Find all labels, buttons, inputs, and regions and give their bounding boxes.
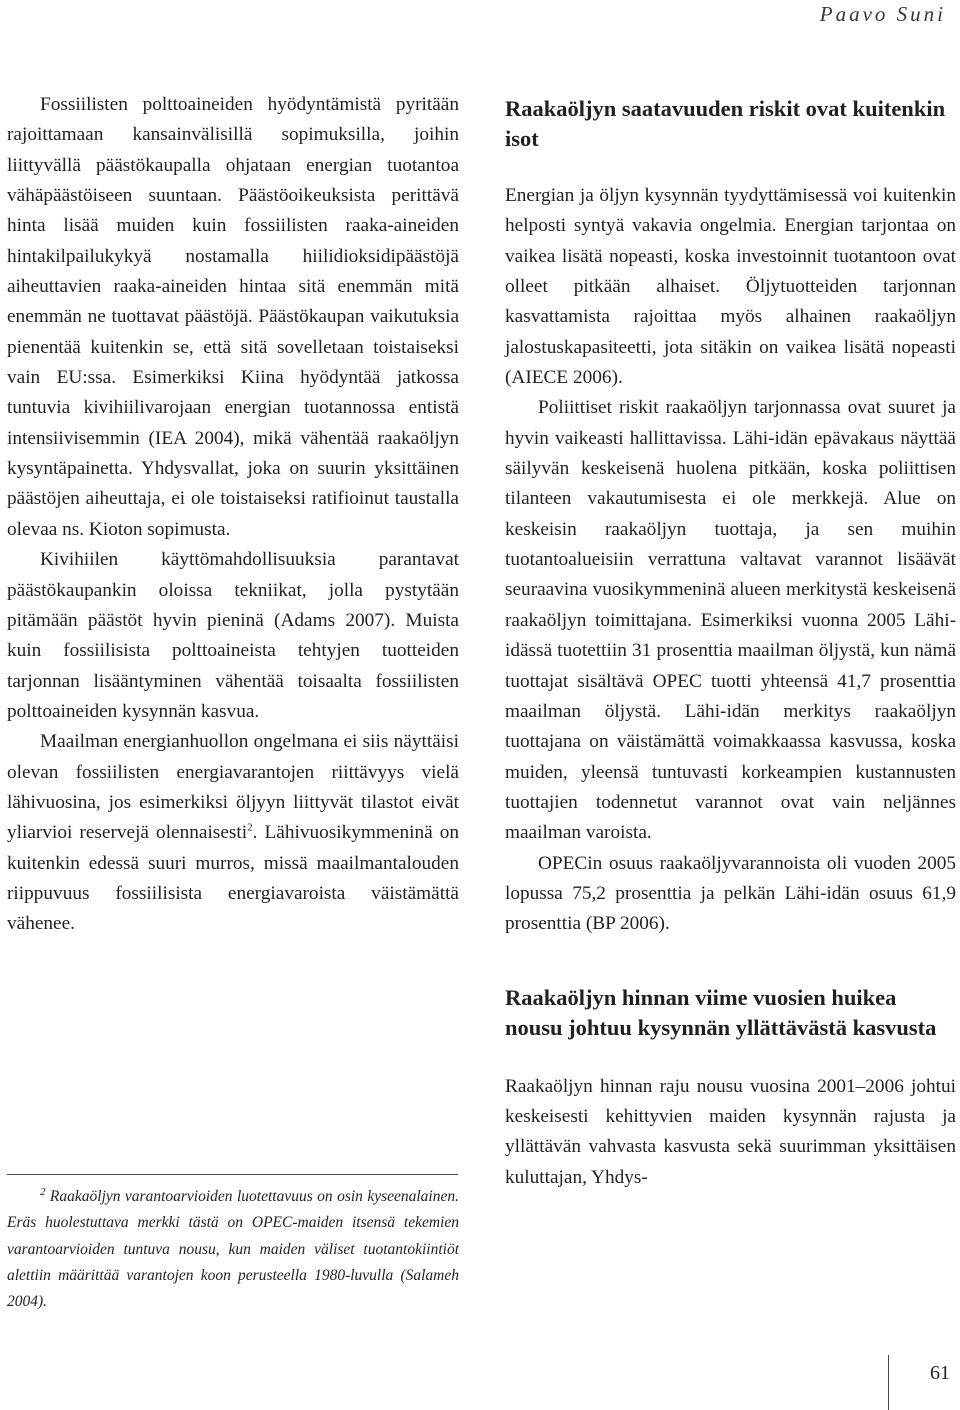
footnote-text: Raakaöljyn varantoarvioiden luotettavuus on osin kyseenalainen. Eräs huolestuttava merkki tästä on OPEC-maiden itsensä tekemien varantoarvioiden tuntuva nousu, kun maiden väliset tuotantokiintiöt alettiin määrittää varantojen koon perusteella 1980-luvulla (Salameh 2004). <box>7 1188 459 1311</box>
body-paragraph: OPECin osuus raakaöljyvarannoista oli vuoden 2005 lopussa 75,2 prosenttia ja pelkän Lähi-idän osuus 61,9 prosenttia (BP 2006). <box>505 852 956 935</box>
running-header-author: Paavo Suni <box>819 2 946 26</box>
footnote-reference[interactable]: 2 <box>247 821 253 834</box>
body-paragraph: Fossiilisten polttoaineiden hyödyntämistä pyritään rajoittamaan kansainvälisillä sopimuksilla, joihin liittyvällä päästökaupalla ohjataan energian tuotantoa vähäpäästöiseen suuntaan. Päästöoikeuksista perittävä hinta lisää muiden kuin fossiilisten raaka-aineiden hintakilpailukykyä nostamalla hiilidioksidipäästöjä aiheuttavien raaka-aineiden hintaa sitä enemmän mitä enemmän ne tuottavat päästöjä. Päästökaupan vaikutuksia pienentää kuitenkin se, että sitä sovelletaan toistaiseksi vain EU:ssa. Esimerkiksi Kiina hyödyntää jatkossa tuntuvia kivihiilivarojaan energian tuotannossa entistä intensiivisemmin (IEA 2004), mikä vähentää raakaöljyn kysyntäpainetta. Yhdysvallat, joka on suurin yksittäinen päästöjen aiheuttaja, ei ole toistaiseksi ratifioinut taustalla olevaa ns. Kioton sopimusta. <box>7 94 459 540</box>
body-paragraph: Kivihiilen käyttömahdollisuuksia parantavat päästökaupankin oloissa tekniikat, jolla pystytään pitämään päästöt hyvin pieninä (Adams 2007). Muista kuin fossiilisista polttoaineista tehtyjen tuotteiden tarjonnan lisääntyminen vähentää toisaalta fossiilisten polttoaineiden kysynnän kasvua. <box>7 549 459 722</box>
body-paragraph: Energian ja öljyn kysynnän tyydyttämisessä voi kuitenkin helposti syntyä vakavia ongelmia. Energian tarjontaa on vaikea lisätä nopeasti, koska investoinnit tuotantoon ovat olleet pitkään alhaiset. Öljytuotteiden tarjonnan kasvattamista rajoittaa myös alhainen raakaöljyn jalostuskapasiteetti, jota sitäkin on vaikea lisätä nopeasti (AIECE 2006). <box>505 185 956 389</box>
footnote <box>7 1184 459 1315</box>
body-paragraph: Raakaöljyn hinnan raju nousu vuosina 2001–2006 johtui keskeisesti kehittyvien maiden kysynnän rajusta ja yllättävän vahvasta kasvusta sekä suurimman yksittäisen kuluttajan, Yhdys- <box>505 1075 956 1188</box>
section-heading: Raakaöljyn hinnan viime vuosien huikea nousu johtuu kysynnän yllättävästä kasvusta <box>505 984 937 1040</box>
footnote-number: 2 <box>40 1185 46 1198</box>
page-number-divider <box>888 1355 889 1410</box>
left-column <box>7 90 459 940</box>
body-paragraph <box>7 727 459 939</box>
section-heading: Raakaöljyn saatavuuden riskit ovat kuitenkin isot <box>505 96 946 151</box>
footnote-divider <box>7 1174 458 1175</box>
right-column <box>505 90 956 1193</box>
page-number: 61 <box>930 1362 950 1384</box>
paragraph-text: Maailman energianhuollon ongelmana ei siis näyttäisi olevan fossiilisten energiavarantojen riittävyys vielä lähivuosina, jos esimerkiksi öljyyn liittyvät tilastot eivät yliarvioi reservejä olennaisesti <box>7 731 459 844</box>
paragraph-text: . Lähivuosikymmeninä on kuitenkin edessä suuri murros, missä maailmantalouden riippuvuus fossiilisista energiavaroista väistämättä vähenee. <box>7 822 459 935</box>
body-paragraph: Poliittiset riskit raakaöljyn tarjonnassa ovat suuret ja hyvin vaikeasti hallittavissa. Lähi-idän epävakaus näyttää säilyvän keskeisenä huolena pitkään, koska poliittisen tilanteen vakautumisesta ei ole merkkejä. Alue on keskeisin raakaöljyn tuottaja, ja sen muihin tuotantoalueisiin verrattuna valtavat varannot lisäävät seuraavina vuosikymmeninä alueen merkitystä keskeisenä raakaöljyn toimittajana. Esimerkiksi vuonna 2005 Lähi-idässä tuotettiin 31 prosenttia maailman öljystä, kun nämä tuottajat sisältävä OPEC tuotti yhteensä 41,7 prosenttia maailman öljystä. Lähi-idän merkitys raakaöljyn tuottajana on väistämättä voimakkaassa kasvussa, koska muiden, yleensä tuntuvasti korkeampien kustannusten tuottajien todennetut varannot ovat vain neljännes maailman varoista. <box>505 397 956 844</box>
